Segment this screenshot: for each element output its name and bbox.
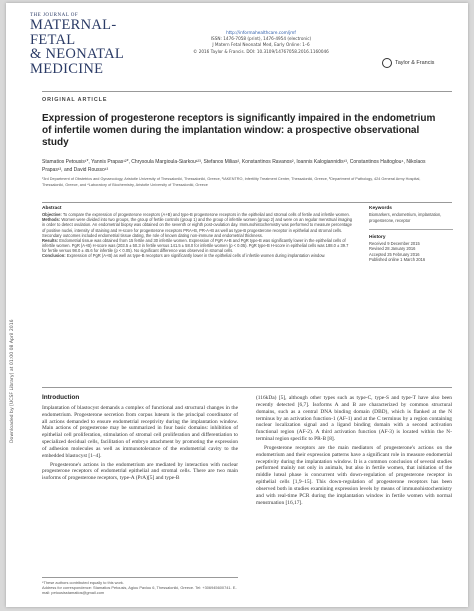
abstract-conclusion xyxy=(42,253,354,258)
objective-text: To compare the expression of progesterone receptors (A+B) and type-B progesterone receptors in the epithelial and stromal cells of fertile and infertile women. xyxy=(62,212,350,218)
footnote xyxy=(42,577,238,595)
methods-text: Women were divided into two groups, the group of fertile controls (group 1) and the group of infertile women (group 2) and were on an regular menstrual imaging in order to detect ovulation. An endometrial biopsy was obtained on the seventh or eighth post-ovulation day. Immunohistochemistry was performed to measure percentage of positive nuclei, intensity of staining and H-score for progesterone receptors PRA+B, PR-A+B as well as type-B progesterone receptor in epithelial and stromal cells. Secondary outcomes included endometrial tissue dating, the role of known dating non-immune and endometrial thickness. xyxy=(42,217,353,238)
journal-logo-line2: & NEONATAL xyxy=(30,46,125,62)
publisher-name: Taylor & Francis xyxy=(395,60,435,66)
results-text: Endometrial tissue was obtained from 15 fertile and 30 infertile women. Expression of PgR A+B and PgR type-B was significantly lower in the epithelial cells of infertile women. PgR (A+B) H-score was (203.5 ± 50.3 in fertile versus 141.5 ± 58.0 for infertile women (p < 0.05). PgR type-B H-score in epithelial cells was 188.0 ± 39.7 for fertile versus 98.0 ± 45.6 for infertile (p < 0.05). No significant difference was observed in stromal cells. xyxy=(42,237,349,254)
journal-logo-small: THE JOURNAL OF xyxy=(30,13,79,18)
author-list: Stamatios Petousis¹*, Yannis Prapas¹²*, Chrysoula Margioula-Siarkou¹²³, Stefanos Milias², Konstantinos Ravanos², Ioannis Kalogiannidis¹³, Constantinos Haitoglou⁴, Nikolaos Prapas¹³, and David Rousso¹³ xyxy=(42,159,426,173)
objective-label: Objective: xyxy=(42,212,62,218)
article-page xyxy=(6,3,468,607)
history-accepted: Accepted 25 February 2016 xyxy=(369,251,420,257)
intro-paragraph-2: Progesterone's actions in the endometrium are mediated by interaction with nuclear progesterone receptors of endometrial epithelial and stromal cells. There are two main isoforms of progesterone receptors, type-A (PrA)[5] and type-B xyxy=(42,461,238,482)
right-paragraph-2: Progesterone receptors are the main mediators of progesterone's actions on the endometrium and their expression patterns have a significant role in measure endometrial receptivity during the implantation window. It is a common conclusion of several studies performed mainly not only in animals, but also in fertile women, that initiation of the middle luteal phase is concurrent with down-regulation of progesterone receptor in epithelial cells [1,9–15]. This down-regulation of progesterone receptors has been observed both in studies examining expression levels by means of immunohistochemistry and with real-time PCR during the implantation window in fertile women with normal menstruation [16,17]. xyxy=(256,444,452,506)
right-paragraph-1: (116kDa) [5], although other types such as type-C, type-S and type-T have also been recently detected [6,7]. Isoforms A and B are characterized by common structural domains, such as a central DNA binding domain (DBD), which is flanked at the N terminus by an activation function-1 (AF-1) and at the C terminus by a region containing nuclear localization signal and a ligand binding domain with a second activation functional region (AF-2). A third activation function (AF-3) is located within the N-terminal region specific to PR-B [8]. xyxy=(256,395,452,443)
introduction-heading: Introduction xyxy=(42,394,80,401)
header-meta xyxy=(166,30,356,55)
article-sidebar xyxy=(369,206,453,382)
footnote-equal-contribution: *These authors contributed equally to this work. xyxy=(42,580,124,585)
article-type: ORIGINAL ARTICLE xyxy=(42,97,108,103)
abstract-results xyxy=(42,238,354,253)
footnote-correspondence: Address for correspondence: Stamatios Petousis, Agiou Pavlou 6, Thessaloniki, Greece. Tel: +306945600741. E-mail: petousisstamatios@gmail.com xyxy=(42,585,237,595)
journal-logo-line1: MATERNAL-FETAL xyxy=(30,17,117,48)
copyright-text: © 2016 Taylor & Francis. DOI: 10.3109/14767058.2016.1160046 xyxy=(193,48,329,54)
publisher-icon xyxy=(382,58,392,68)
body-column-right xyxy=(256,395,452,509)
download-notice: Downloaded by [UCSF Library] at 01:00 08 April 2016 xyxy=(10,319,15,443)
issn-text: ISSN: 1476-7058 (print), 1476-4954 (electronic) xyxy=(210,36,312,42)
conclusion-text: Expression of PgR (A+B) as well as type-B receptors are significantly lower in the epithelial cells of infertile women during implantation window. xyxy=(66,253,326,259)
history-received: Received 9 December 2015 xyxy=(369,241,420,247)
journal-logo xyxy=(30,13,150,76)
article-title: Expression of progesterone receptors is significantly impaired in the endometrium of infertile women during the implantation window: a prospective observational study xyxy=(42,113,436,149)
history-published: Published online 1 March 2016 xyxy=(369,257,426,263)
abstract-heading: Abstract xyxy=(42,206,62,211)
abstract-divider xyxy=(42,202,452,203)
citation-text: J Matern Fetal Neonatal Med, Early Online: 1–6 xyxy=(212,42,310,48)
journal-url-link[interactable]: http://informahealthcare.com/jmf xyxy=(226,30,296,35)
header-divider xyxy=(42,91,452,92)
journal-logo-line3: MEDICINE xyxy=(30,60,104,77)
history-revised: Revised 28 January 2016 xyxy=(369,246,416,252)
keywords-text: Biomarkers, endometrium, implantation, progesterone, receptor xyxy=(369,212,442,223)
abstract xyxy=(42,206,354,382)
keywords-heading: Keywords xyxy=(369,206,392,211)
history-heading: History xyxy=(369,234,386,240)
conclusion-label: Conclusion: xyxy=(42,253,66,259)
abstract-methods xyxy=(42,217,354,238)
body-column-left xyxy=(42,395,238,484)
methods-label: Methods: xyxy=(42,217,61,223)
affiliations: ¹3rd Department of Obstetrics and Gynaecology, Aristotle University of Thessaloniki, Thessaloniki, Greece, ²IAKENTRO, Infertility Treatment Center, Thessaloniki, Greece, ³Department of Pathology, 424 General Army Hospital, Thessaloniki, Greece, and ⁴Laboratory of Biochemistry, Aristotle University of Thessaloniki, Greece xyxy=(42,177,421,187)
results-label: Results: xyxy=(42,237,59,243)
body-divider xyxy=(42,387,452,388)
sidebar-divider xyxy=(369,229,453,230)
publisher-logo xyxy=(382,56,452,70)
intro-paragraph-1: Implantation of blastocyst demands a complex of functional and structural changes in the endometrium. Progesterone secretion from corpus luteum is the principal coordinator of all actions demanded to ensure endometrial receptivity during the implantation window. Main actions of progesterone may be summarized in four basic domains: inhibition of epithelial cell proliferation, stimulation of stromal cell proliferation and differentiation to specialized decidual cells, facilitation of embryo attachment by promoting the expression of adhesion molecules as well as immunotolerance of the endometrial cavity to the embedded blastocyst [1–4]. xyxy=(42,404,238,459)
